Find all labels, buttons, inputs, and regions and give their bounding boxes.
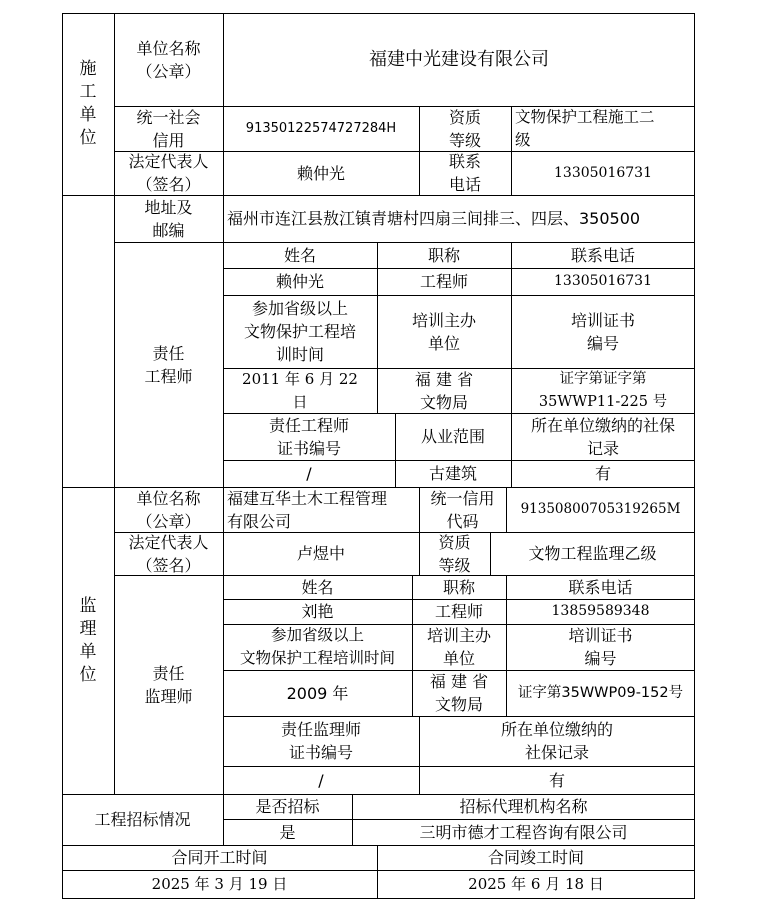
sup-qualification-value: 文物工程监理乙级 bbox=[528, 544, 657, 563]
engineer-title: 工程师 bbox=[419, 272, 468, 291]
supervision-section-label: 监 理 单 位 bbox=[79, 595, 97, 685]
engineer-social-label: 所在单位缴纳的社保 记录 bbox=[530, 415, 675, 458]
contract-end-label: 合同竣工时间 bbox=[487, 848, 584, 867]
address-label: 地址及 邮编 bbox=[144, 197, 193, 240]
contract-end-value: 2025 年 6 月 18 日 bbox=[468, 874, 604, 893]
sup-legal-rep-value: 卢煜中 bbox=[296, 544, 345, 563]
engineer-social: 有 bbox=[594, 464, 611, 483]
engineer-training-cert: 证字第证字第 35WWP11-225 号 bbox=[538, 370, 668, 410]
address-value: 福州市连江县敖江镇青塘村四扇三间排三、四层、350500 bbox=[227, 209, 641, 228]
is-bid-label: 是否招标 bbox=[255, 797, 320, 816]
contact-value: 13305016731 bbox=[554, 164, 652, 181]
supervisor-training-time: 2009 年 bbox=[286, 683, 349, 703]
supervisor-header-phone: 联系电话 bbox=[568, 577, 633, 597]
engineer-cert-no: / bbox=[306, 464, 312, 483]
supervisor-training-cert: 证字第35WWP09-152号 bbox=[517, 684, 684, 701]
sup-unit-name-label: 单位名称 （公章） bbox=[136, 488, 201, 531]
engineer-training-org-label: 培训主办 单位 bbox=[411, 310, 476, 353]
sup-qualification-label: 资质 等级 bbox=[438, 532, 471, 575]
engineer-training-time-label: 参加省级以上 文物保护工程培 训时间 bbox=[243, 299, 356, 364]
engineer-name: 赖仲光 bbox=[275, 272, 324, 291]
supervisor-name: 刘艳 bbox=[301, 602, 334, 621]
is-bid-value: 是 bbox=[279, 822, 296, 842]
qualification-label: 资质 等级 bbox=[448, 107, 481, 150]
supervisor-label: 责任 监理师 bbox=[144, 663, 193, 706]
supervisor-training-org-label: 培训主办 单位 bbox=[426, 626, 491, 668]
bidding-label: 工程招标情况 bbox=[94, 810, 191, 829]
credit-code-value: 91350122574727284H bbox=[245, 121, 397, 136]
supervisor-cert-no: / bbox=[318, 770, 324, 790]
engineer-scope-label: 从业范围 bbox=[420, 427, 485, 446]
engineer-scope: 古建筑 bbox=[428, 464, 477, 483]
legal-rep-label: 法定代表人 （签名） bbox=[128, 152, 209, 194]
supervisor-training-org: 福 建 省 文物局 bbox=[429, 672, 489, 714]
contract-start-label: 合同开工时间 bbox=[171, 848, 268, 867]
agency-value: 三明市德才工程咨询有限公司 bbox=[419, 822, 628, 842]
supervisor-phone: 13859589348 bbox=[551, 603, 650, 619]
sup-unit-name-value: 福建互华土木工程管理 有限公司 bbox=[227, 488, 388, 531]
supervisor-header-title: 职称 bbox=[442, 577, 475, 597]
engineer-header-name: 姓名 bbox=[283, 245, 316, 265]
contact-label: 联系 电话 bbox=[448, 152, 481, 194]
engineer-training-time: 2011 年 6 月 22 日 bbox=[242, 369, 358, 411]
engineer-header-title: 职称 bbox=[427, 245, 460, 265]
unit-name-value: 福建中光建设有限公司 bbox=[369, 49, 549, 70]
engineer-cert-no-label: 责任工程师 证书编号 bbox=[268, 415, 349, 458]
construction-section-label: 施 工 单 位 bbox=[79, 59, 97, 148]
agency-label: 招标代理机构名称 bbox=[459, 797, 588, 816]
sup-legal-rep-label: 法定代表人 （签名） bbox=[128, 532, 209, 575]
unit-name-label: 单位名称 （公章） bbox=[136, 38, 201, 81]
engineer-training-cert-label: 培训证书 编号 bbox=[570, 310, 635, 353]
contract-start-value: 2025 年 3 月 19 日 bbox=[151, 874, 288, 893]
engineer-training-org: 福 建 省 文物局 bbox=[414, 369, 474, 412]
supervisor-cert-no-label: 责任监理师 证书编号 bbox=[280, 720, 361, 762]
engineer-phone: 13305016731 bbox=[554, 273, 652, 289]
sup-credit-code-label: 统一信用 代码 bbox=[430, 488, 495, 531]
engineer-header-phone: 联系电话 bbox=[570, 245, 635, 265]
supervisor-training-cert-label: 培训证书 编号 bbox=[568, 626, 633, 668]
supervisor-title: 工程师 bbox=[434, 602, 483, 621]
supervisor-header-name: 姓名 bbox=[301, 577, 334, 597]
legal-rep-value: 赖仲光 bbox=[296, 163, 345, 183]
credit-code-label: 统一社会 信用 bbox=[136, 107, 201, 150]
sup-credit-code-value: 91350800705319265M bbox=[520, 501, 681, 517]
engineer-label: 责任 工程师 bbox=[144, 343, 193, 386]
supervisor-training-time-label: 参加省级以上 文物保护工程培训时间 bbox=[239, 626, 395, 667]
qualification-value: 文物保护工程施工二 级 bbox=[515, 107, 655, 149]
supervisor-social: 有 bbox=[548, 770, 565, 790]
supervisor-social-label: 所在单位缴纳的 社保记录 bbox=[500, 720, 613, 762]
